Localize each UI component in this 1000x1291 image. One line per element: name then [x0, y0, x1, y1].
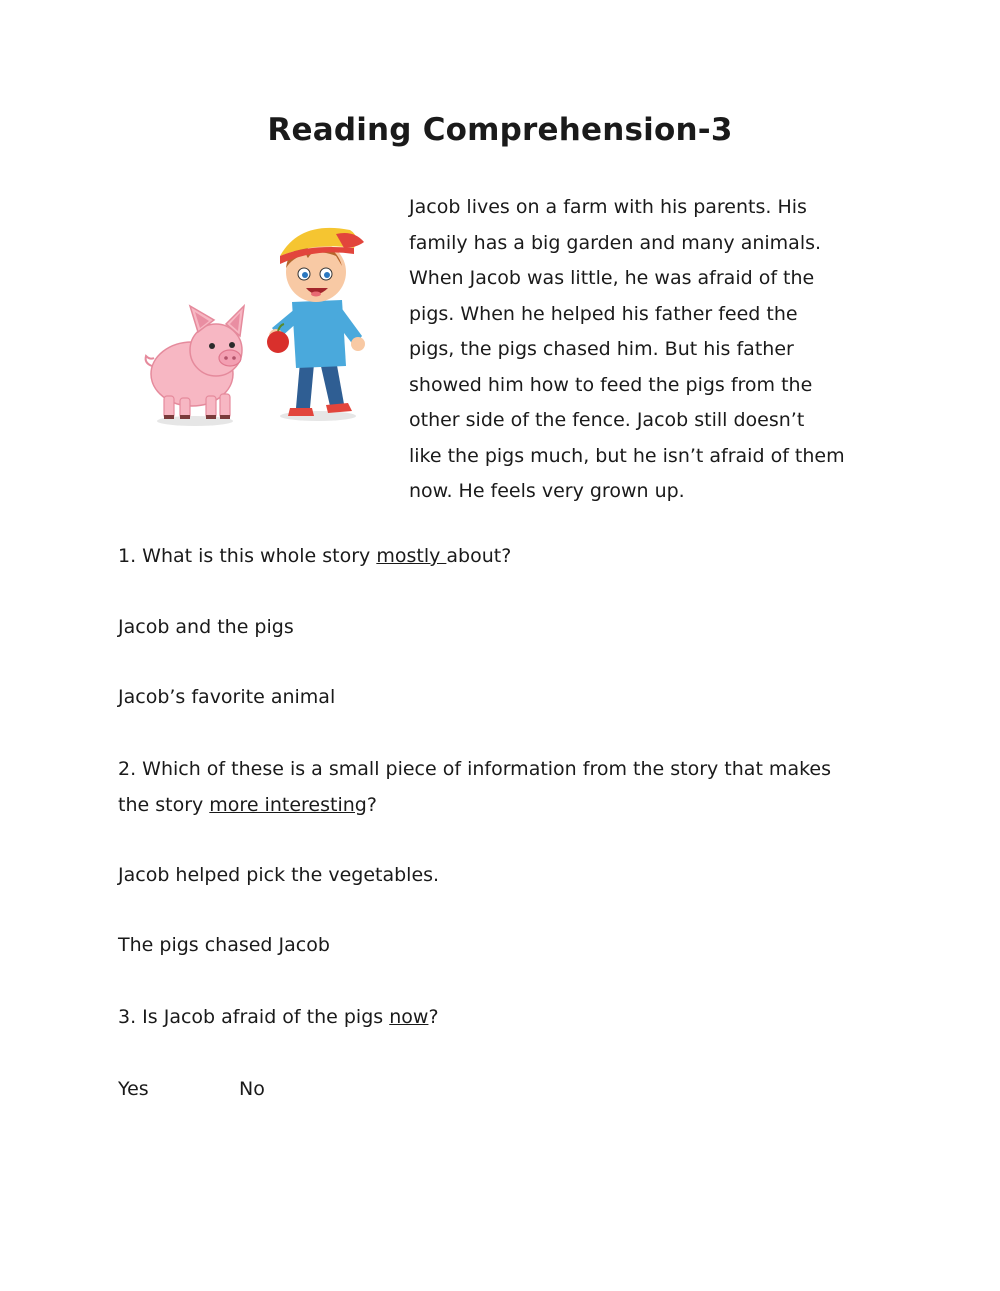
- story-line: pigs, the pigs chased him. But his father: [409, 338, 794, 360]
- boy-with-apple-and-pig-icon: [140, 212, 380, 438]
- story-passage: [409, 190, 879, 510]
- story-line: like the pigs much, but he isn’t afraid of them: [409, 444, 845, 467]
- question-3-option-no[interactable]: No: [239, 1078, 265, 1100]
- pig-icon: [146, 306, 244, 419]
- question-2-emphasis: more interesting: [209, 793, 367, 816]
- question-3: 3. Is Jacob afraid of the pigs now?: [118, 1006, 439, 1028]
- boy-icon: [267, 228, 365, 416]
- story-line: family has a big garden and many animals.: [409, 231, 822, 254]
- question-1: 1. What is this whole story mostly about?: [118, 545, 512, 567]
- question-1-option-1[interactable]: Jacob and the pigs: [118, 616, 294, 638]
- question-3-emphasis: now: [389, 1006, 429, 1028]
- story-line: Jacob lives on a farm with his parents. His: [409, 196, 807, 218]
- question-1-emphasis: mostly: [376, 545, 447, 567]
- page-title: Reading Comprehension-3: [267, 112, 733, 148]
- question-2: 2. Which of these is a small piece of information from the story that makes the story more interesting?: [118, 758, 832, 816]
- story-line: other side of the fence. Jacob still doesn’t: [409, 409, 805, 431]
- story-line: showed him how to feed the pigs from the: [409, 373, 813, 396]
- story-line: pigs. When he helped his father feed the: [409, 302, 798, 325]
- question-3-option-yes[interactable]: Yes: [118, 1078, 149, 1100]
- question-2-option-2[interactable]: The pigs chased Jacob: [118, 934, 330, 956]
- boy-pig-illustration: [140, 212, 380, 438]
- story-line: now. He feels very grown up.: [409, 480, 685, 502]
- question-2-option-1[interactable]: Jacob helped pick the vegetables.: [118, 864, 440, 886]
- story-line: When Jacob was little, he was afraid of the: [409, 267, 815, 289]
- question-1-option-2[interactable]: Jacob’s favorite animal: [118, 686, 336, 708]
